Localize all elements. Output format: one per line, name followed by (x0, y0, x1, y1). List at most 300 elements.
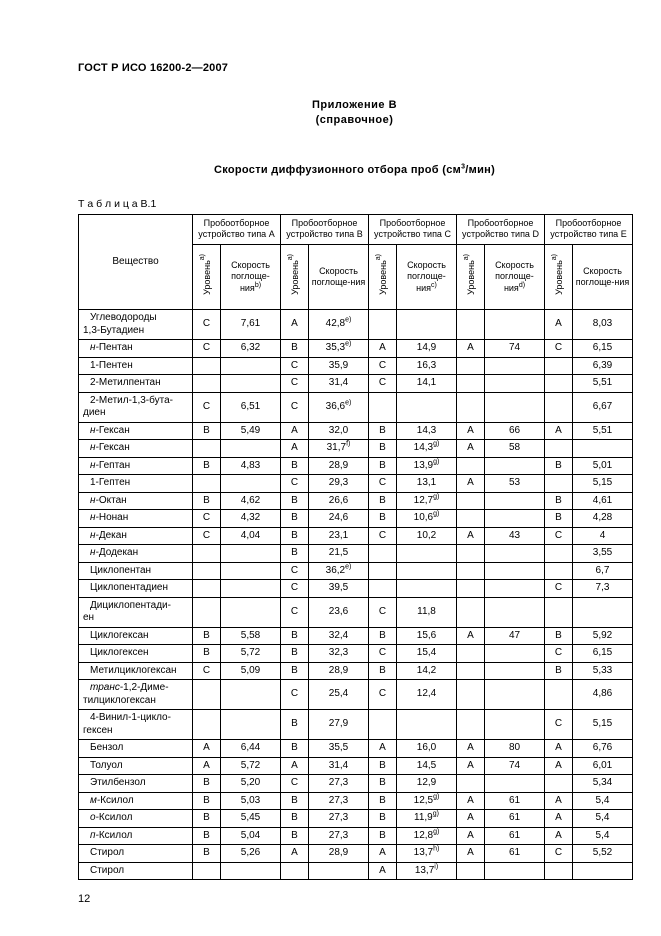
rate-value: 10,2 (397, 527, 457, 545)
level-value: B (281, 527, 309, 545)
rate-value (221, 562, 281, 580)
level-value: C (193, 510, 221, 528)
rate-value: 61 (485, 845, 545, 863)
rate-value (485, 562, 545, 580)
rate-value (485, 392, 545, 422)
rate-value: 32,0 (309, 422, 369, 440)
level-value: C (281, 680, 309, 710)
substance-name: 2-Метил-1,3-бута- диен (79, 392, 193, 422)
level-value: B (545, 457, 573, 475)
page-number: 12 (78, 893, 91, 906)
level-value (457, 680, 485, 710)
rate-value: 4,32 (221, 510, 281, 528)
level-column-header (193, 245, 221, 310)
device-group-header: Пробоотборное устройство типа E (545, 214, 633, 244)
level-value (193, 440, 221, 458)
rate-value (221, 862, 281, 880)
rate-value: 6,7 (573, 562, 633, 580)
level-value: A (457, 440, 485, 458)
rate-value (397, 710, 457, 740)
rate-value: 23,6 (309, 597, 369, 627)
substance-name: Этилбензол (79, 775, 193, 793)
rate-value: 21,5 (309, 545, 369, 563)
level-value: A (457, 845, 485, 863)
substance-column-header: Вещество (79, 214, 193, 309)
rate-value: 5,4 (573, 827, 633, 845)
table-row (79, 662, 633, 680)
rate-value: 12,4 (397, 680, 457, 710)
rate-value: 39,5 (309, 580, 369, 598)
level-value (457, 775, 485, 793)
rate-value (221, 375, 281, 393)
rate-value: 11,8 (397, 597, 457, 627)
table-row (79, 457, 633, 475)
table-row (79, 310, 633, 340)
table-label: Т а б л и ц а В.1 (78, 197, 157, 210)
level-value: B (281, 645, 309, 663)
rate-value (485, 510, 545, 528)
rate-value (485, 457, 545, 475)
level-value (457, 545, 485, 563)
table-row (79, 527, 633, 545)
level-value (545, 545, 573, 563)
level-value: B (545, 510, 573, 528)
substance-name: н-Декан (79, 527, 193, 545)
rate-value: 53 (485, 475, 545, 493)
rate-value: 27,9 (309, 710, 369, 740)
level-column-header-label: Уровень$^{a)}$ (374, 254, 388, 296)
rate-value: 61 (485, 827, 545, 845)
rate-value: 6,44 (221, 740, 281, 758)
substance-name: 2-Метилпентан (79, 375, 193, 393)
level-value: B (281, 710, 309, 740)
rate-value (221, 710, 281, 740)
level-value: A (457, 740, 485, 758)
level-value: C (281, 375, 309, 393)
level-value: A (369, 340, 397, 358)
rate-value: 12,5$^{g)}$ (397, 792, 457, 810)
level-value: A (369, 740, 397, 758)
rate-value: 16,0 (397, 740, 457, 758)
rate-value: 74 (485, 757, 545, 775)
rate-value: 5,26 (221, 845, 281, 863)
rate-value: 5,33 (573, 662, 633, 680)
level-value: C (545, 527, 573, 545)
rate-value (573, 597, 633, 627)
rate-value: 23,1 (309, 527, 369, 545)
rate-column-header: Скорость поглоще-ния$^{b)}$ (221, 245, 281, 310)
level-value (545, 440, 573, 458)
rate-value: 61 (485, 810, 545, 828)
table-row (79, 597, 633, 627)
level-value (193, 545, 221, 563)
level-value: C (369, 375, 397, 393)
level-value: B (281, 792, 309, 810)
level-column-header-label: Уровень$^{a)}$ (286, 254, 300, 296)
rate-value: 36,6$^{e)}$ (309, 392, 369, 422)
level-column-header (281, 245, 309, 310)
rate-value: 15,4 (397, 645, 457, 663)
rate-value: 6,39 (573, 357, 633, 375)
level-value (193, 862, 221, 880)
level-value: C (369, 645, 397, 663)
substance-name: н-Пентан (79, 340, 193, 358)
level-value (193, 580, 221, 598)
rate-value: 31,7$^{f)}$ (309, 440, 369, 458)
level-value: C (281, 597, 309, 627)
level-value: A (457, 827, 485, 845)
rate-value: 5,04 (221, 827, 281, 845)
level-value: B (281, 545, 309, 563)
rate-value: 16,3 (397, 357, 457, 375)
rate-value: 5,72 (221, 757, 281, 775)
rate-value: 5,09 (221, 662, 281, 680)
level-value (369, 545, 397, 563)
appendix-heading (78, 98, 631, 128)
substance-name: 1-Гептен (79, 475, 193, 493)
level-value: A (545, 810, 573, 828)
level-column-header (545, 245, 573, 310)
level-value (545, 357, 573, 375)
table-row (79, 440, 633, 458)
rate-value: 6,15 (573, 645, 633, 663)
level-value: A (545, 422, 573, 440)
level-value: B (193, 775, 221, 793)
level-value: C (545, 845, 573, 863)
level-column-header-label: Уровень$^{a)}$ (550, 254, 564, 296)
level-value: B (281, 510, 309, 528)
substance-name: Метилциклогексан (79, 662, 193, 680)
rate-value: 14,1 (397, 375, 457, 393)
rate-value: 13,1 (397, 475, 457, 493)
level-value: B (193, 845, 221, 863)
table-row (79, 562, 633, 580)
table-row (79, 357, 633, 375)
level-value: B (369, 422, 397, 440)
rate-value: 14,9 (397, 340, 457, 358)
level-value: C (545, 580, 573, 598)
level-value: C (369, 357, 397, 375)
level-value: A (193, 740, 221, 758)
rate-value: 12,9 (397, 775, 457, 793)
rate-value: 5,34 (573, 775, 633, 793)
rate-value (485, 862, 545, 880)
level-value: A (281, 845, 309, 863)
level-value: C (193, 527, 221, 545)
level-value: B (193, 810, 221, 828)
rate-value: 12,8$^{g)}$ (397, 827, 457, 845)
level-value: B (369, 775, 397, 793)
level-value (545, 375, 573, 393)
rate-value: 6,51 (221, 392, 281, 422)
rate-value: 27,3 (309, 827, 369, 845)
table-row (79, 710, 633, 740)
rate-value: 35,9 (309, 357, 369, 375)
level-value: C (545, 710, 573, 740)
rate-value: 31,4 (309, 757, 369, 775)
level-value (193, 597, 221, 627)
rate-value: 47 (485, 627, 545, 645)
table-body (79, 310, 633, 880)
substance-name: н-Гексан (79, 440, 193, 458)
level-value: B (545, 492, 573, 510)
rate-value: 80 (485, 740, 545, 758)
level-value: B (369, 457, 397, 475)
level-value: A (545, 740, 573, 758)
level-value: A (545, 792, 573, 810)
level-value: B (281, 492, 309, 510)
rate-value: 4,04 (221, 527, 281, 545)
rate-value: 13,7$^{i)}$ (397, 862, 457, 880)
level-column-header-label: Уровень$^{a)}$ (462, 254, 476, 296)
level-value: C (281, 357, 309, 375)
table-row (79, 375, 633, 393)
substance-name: транс-1,2-Диме- тилциклогексан (79, 680, 193, 710)
level-value: A (193, 757, 221, 775)
level-value: B (281, 740, 309, 758)
rate-value (485, 645, 545, 663)
rate-value: 31,4 (309, 375, 369, 393)
rate-value (485, 357, 545, 375)
level-value (369, 310, 397, 340)
level-value: A (457, 422, 485, 440)
level-value: A (545, 310, 573, 340)
rate-value: 28,9 (309, 662, 369, 680)
table-row (79, 492, 633, 510)
level-value: B (545, 627, 573, 645)
rate-value (485, 662, 545, 680)
level-value: C (369, 527, 397, 545)
level-value: A (281, 310, 309, 340)
level-value (545, 597, 573, 627)
rate-value: 43 (485, 527, 545, 545)
level-value (457, 597, 485, 627)
rate-value: 5,58 (221, 627, 281, 645)
rate-value (397, 562, 457, 580)
level-value: C (369, 597, 397, 627)
rate-value: 4 (573, 527, 633, 545)
level-value: B (281, 827, 309, 845)
table-row (79, 680, 633, 710)
device-group-header: Пробоотборное устройство типа C (369, 214, 457, 244)
rate-value: 4,61 (573, 492, 633, 510)
rate-value: 7,3 (573, 580, 633, 598)
substance-name: Стирол (79, 845, 193, 863)
level-value (457, 580, 485, 598)
rate-value: 15,6 (397, 627, 457, 645)
substance-name: м-Ксилол (79, 792, 193, 810)
substance-name: Толуол (79, 757, 193, 775)
level-value (457, 457, 485, 475)
substance-name: Бензол (79, 740, 193, 758)
rate-value (221, 475, 281, 493)
table-row (79, 422, 633, 440)
level-value: B (281, 662, 309, 680)
rate-value: 25,4 (309, 680, 369, 710)
level-value: A (281, 440, 309, 458)
rate-value: 5,01 (573, 457, 633, 475)
level-value: A (369, 862, 397, 880)
substance-name: н-Октан (79, 492, 193, 510)
rate-value (397, 392, 457, 422)
level-value: B (369, 757, 397, 775)
level-value (457, 375, 485, 393)
rate-value: 3,55 (573, 545, 633, 563)
level-value: B (193, 792, 221, 810)
level-value: B (369, 440, 397, 458)
level-value (545, 862, 573, 880)
substance-name: н-Додекан (79, 545, 193, 563)
rate-value: 14,3 (397, 422, 457, 440)
level-value: B (281, 627, 309, 645)
device-group-header: Пробоотборное устройство типа A (193, 214, 281, 244)
rate-value (485, 710, 545, 740)
level-value (457, 510, 485, 528)
rate-value (485, 310, 545, 340)
rate-value: 4,62 (221, 492, 281, 510)
level-value (193, 562, 221, 580)
rate-value: 5,72 (221, 645, 281, 663)
level-value: C (281, 475, 309, 493)
table-row (79, 645, 633, 663)
level-value: C (545, 645, 573, 663)
level-value: C (193, 310, 221, 340)
rate-value: 61 (485, 792, 545, 810)
level-value (457, 710, 485, 740)
rate-value: 6,32 (221, 340, 281, 358)
level-value: C (281, 392, 309, 422)
level-value (457, 357, 485, 375)
level-value: B (193, 645, 221, 663)
level-value: A (281, 422, 309, 440)
device-group-header: Пробоотборное устройство типа B (281, 214, 369, 244)
level-value: A (457, 792, 485, 810)
level-value (545, 775, 573, 793)
table-row (79, 475, 633, 493)
rate-value (309, 862, 369, 880)
level-value: C (369, 475, 397, 493)
table-header (79, 214, 633, 309)
rate-value: 4,83 (221, 457, 281, 475)
table-title: Скорости диффузионного отбора проб $(см^3/мин)$ (213, 163, 496, 176)
level-value: B (369, 492, 397, 510)
level-value: C (281, 562, 309, 580)
substance-name: 4-Винил-1-цикло- гексен (79, 710, 193, 740)
rate-value: 14,3$^{g)}$ (397, 440, 457, 458)
rate-value: 28,9 (309, 457, 369, 475)
rate-value: 7,61 (221, 310, 281, 340)
substance-name: Циклопентадиен (79, 580, 193, 598)
rate-value: 5,4 (573, 810, 633, 828)
rate-value (485, 545, 545, 563)
rate-value: 74 (485, 340, 545, 358)
level-value: C (281, 580, 309, 598)
table-row (79, 862, 633, 880)
substance-name: н-Гептан (79, 457, 193, 475)
table-row (79, 627, 633, 645)
rate-value: 10,6$^{g)}$ (397, 510, 457, 528)
rate-value: 27,3 (309, 792, 369, 810)
level-column-header-label: Уровень$^{a)}$ (198, 254, 212, 296)
rate-value: 14,2 (397, 662, 457, 680)
rate-value: 8,03 (573, 310, 633, 340)
rate-value: 35,5 (309, 740, 369, 758)
level-value (369, 580, 397, 598)
level-column-header (369, 245, 397, 310)
table-row (79, 580, 633, 598)
rate-column-header: Скорость поглоще-ния (573, 245, 633, 310)
level-value (545, 680, 573, 710)
level-value (457, 645, 485, 663)
rate-column-header: Скорость поглоще-ния$^{c)}$ (397, 245, 457, 310)
rate-value: 13,7$^{h)}$ (397, 845, 457, 863)
rate-value: 28,9 (309, 845, 369, 863)
rate-value: 11,9$^{g)}$ (397, 810, 457, 828)
table-row (79, 810, 633, 828)
level-value: B (369, 792, 397, 810)
rate-value (485, 775, 545, 793)
rate-value (485, 375, 545, 393)
level-value: B (369, 810, 397, 828)
rate-value (485, 492, 545, 510)
rate-value (221, 357, 281, 375)
rate-value: 5,52 (573, 845, 633, 863)
table-row (79, 740, 633, 758)
appendix-subtitle: (справочное) (315, 113, 394, 126)
rate-value: 5,20 (221, 775, 281, 793)
rate-value: 58 (485, 440, 545, 458)
document-header: ГОСТ Р ИСО 16200-2—2007 (78, 62, 229, 74)
rate-value: 66 (485, 422, 545, 440)
level-value: B (369, 827, 397, 845)
level-value: A (545, 827, 573, 845)
rate-value: 5,03 (221, 792, 281, 810)
substance-name: Углеводороды 1,3-Бутадиен (79, 310, 193, 340)
rate-value: 29,3 (309, 475, 369, 493)
level-value (193, 357, 221, 375)
rate-value: 24,6 (309, 510, 369, 528)
rate-value: 5,49 (221, 422, 281, 440)
level-value (369, 710, 397, 740)
rate-value: 27,3 (309, 810, 369, 828)
level-value: B (193, 492, 221, 510)
level-value: B (193, 457, 221, 475)
rate-column-header: Скорость поглоще-ния (309, 245, 369, 310)
rate-value (573, 440, 633, 458)
substance-name: Циклогексен (79, 645, 193, 663)
level-value (457, 310, 485, 340)
level-value: C (193, 340, 221, 358)
rate-value: 32,3 (309, 645, 369, 663)
rate-value (397, 545, 457, 563)
level-value: A (281, 757, 309, 775)
rate-value: 32,4 (309, 627, 369, 645)
level-value: B (193, 422, 221, 440)
rate-value: 12,7$^{g)}$ (397, 492, 457, 510)
level-value: C (281, 775, 309, 793)
rate-value: 6,15 (573, 340, 633, 358)
rate-column-header: Скорость поглоще-ния$^{d)}$ (485, 245, 545, 310)
rate-value: 5,92 (573, 627, 633, 645)
table-row (79, 792, 633, 810)
level-value: A (457, 527, 485, 545)
level-value (281, 862, 309, 880)
rate-value (221, 680, 281, 710)
table-row (79, 392, 633, 422)
rate-value: 5,4 (573, 792, 633, 810)
rate-value: 27,3 (309, 775, 369, 793)
substance-name: н-Нонан (79, 510, 193, 528)
